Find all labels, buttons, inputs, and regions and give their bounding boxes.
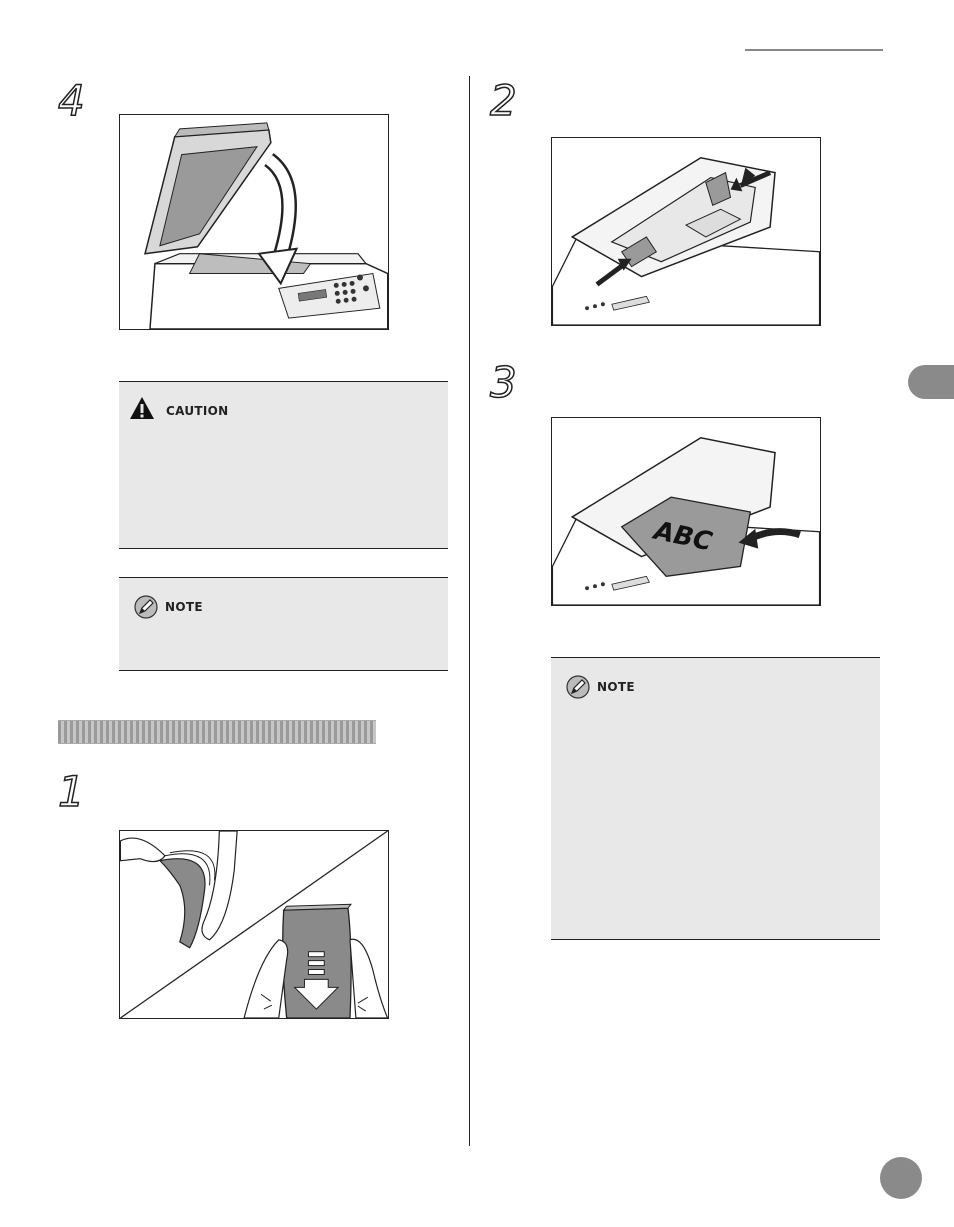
adf-insert-illustration [552,418,820,605]
figure-fan-documents [119,830,389,1019]
step-number-3: 3 [490,358,517,407]
adf-guides-illustration [552,138,820,325]
figure-platen-close [119,114,389,330]
step-number-2: 2 [490,76,517,125]
note-title-left: NOTE [165,600,203,614]
figure-adf-guides-open [551,137,821,326]
document-label: ABC [651,515,715,558]
pencil-note-icon [566,675,590,699]
pencil-note-icon [134,595,158,619]
section-heading-bar [58,720,376,744]
column-divider [469,76,470,1146]
note-title-right: NOTE [597,680,635,694]
page-number-badge [880,1157,922,1199]
fanning-illustration [120,831,388,1018]
step-number-4: 4 [58,76,85,125]
platen-illustration [120,115,388,329]
chapter-tab [908,365,954,399]
warning-triangle-icon [129,396,155,420]
note-box-right [551,657,880,940]
figure-adf-insert-document [551,417,821,606]
header-rule [745,49,883,51]
caution-title: CAUTION [166,404,229,418]
step-number-1: 1 [58,767,85,816]
caution-box [119,381,448,549]
note-box-left [119,577,448,671]
